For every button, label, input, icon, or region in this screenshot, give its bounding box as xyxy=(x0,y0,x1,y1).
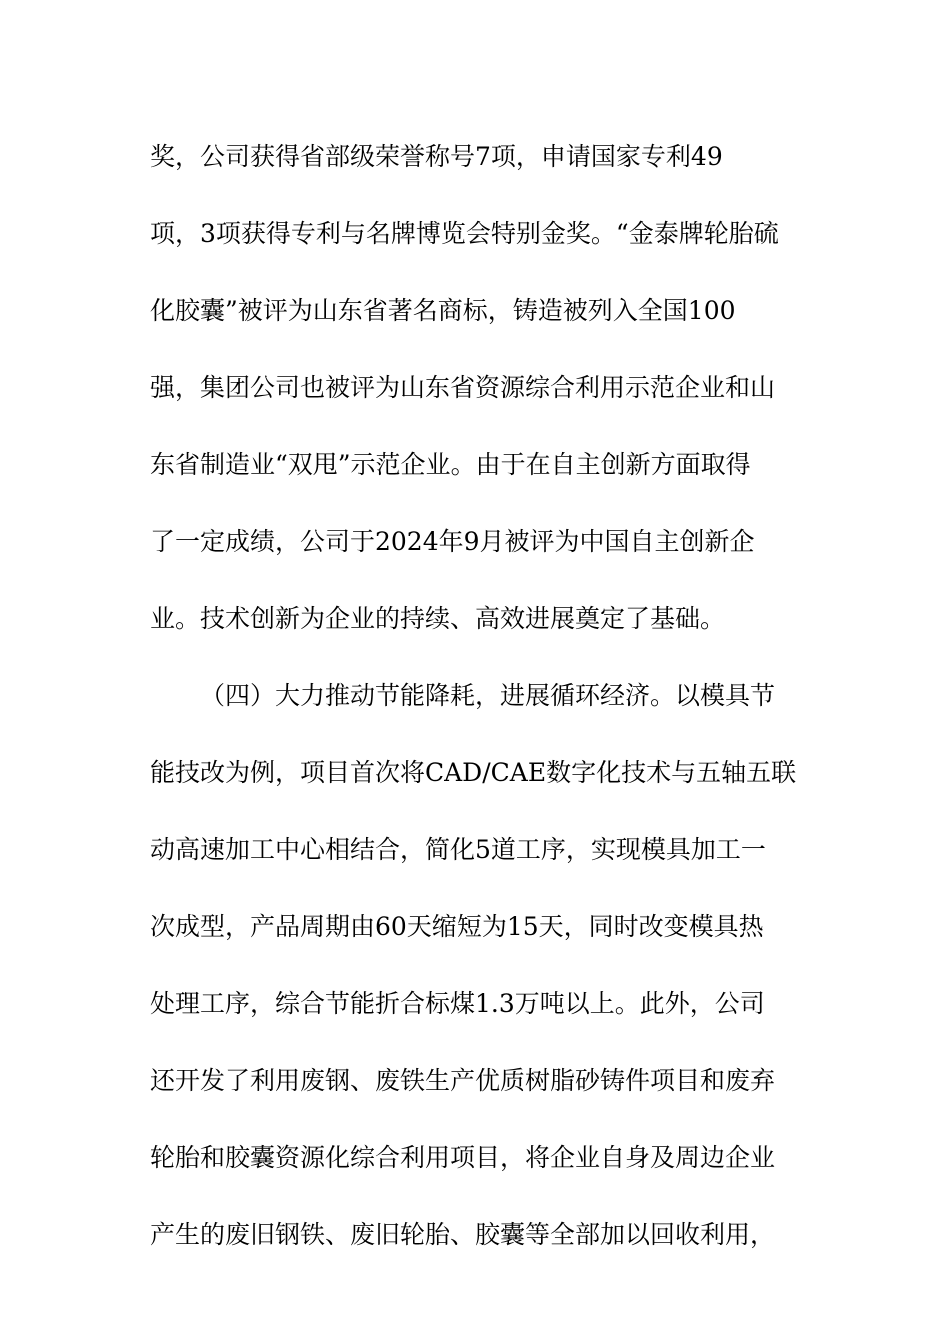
text-line: 奖，公司获得省部级荣誉称号7项，申请国家专利49 xyxy=(150,142,723,171)
text-line: 业。技术创新为企业的持续、高效进展奠定了基础。 xyxy=(150,604,726,633)
text-line: 能技改为例，项目首次将CAD/CAE数字化技术与五轴五联 xyxy=(150,758,797,787)
text-line: 化胶囊”被评为山东省著名商标，铸造被列入全国100 xyxy=(150,296,736,325)
text-line: 次成型，产品周期由60天缩短为15天，同时改变模具热 xyxy=(150,912,764,941)
text-line: 东省制造业“双甩”示范企业。由于在自主创新方面取得 xyxy=(150,450,751,479)
text-line: 产生的废旧钢铁、废旧轮胎、胶囊等全部加以回收利用， xyxy=(150,1220,776,1249)
body-text xyxy=(150,132,830,1287)
text-line: 动高速加工中心相结合，简化5道工序，实现模具加工一 xyxy=(150,835,766,864)
text-line: 了一定成绩，公司于2024年9月被评为中国自主创新企 xyxy=(150,527,755,556)
text-line: 强，集团公司也被评为山东省资源综合利用示范企业和山 xyxy=(150,373,776,402)
text-line: 轮胎和胶囊资源化综合利用项目，将企业自身及周边企业 xyxy=(150,1143,776,1172)
text-line: 还开发了利用废钢、废铁生产优质树脂砂铸件项目和废弃 xyxy=(150,1066,776,1095)
text-line: 处理工序，综合节能折合标煤1.3万吨以上。此外，公司 xyxy=(150,989,765,1018)
text-line: 项，3项获得专利与名牌博览会特别金奖。“金泰牌轮胎硫 xyxy=(150,219,779,248)
paragraph-start-line: （四）大力推动节能降耗，进展循环经济。以模具节 xyxy=(200,681,776,710)
